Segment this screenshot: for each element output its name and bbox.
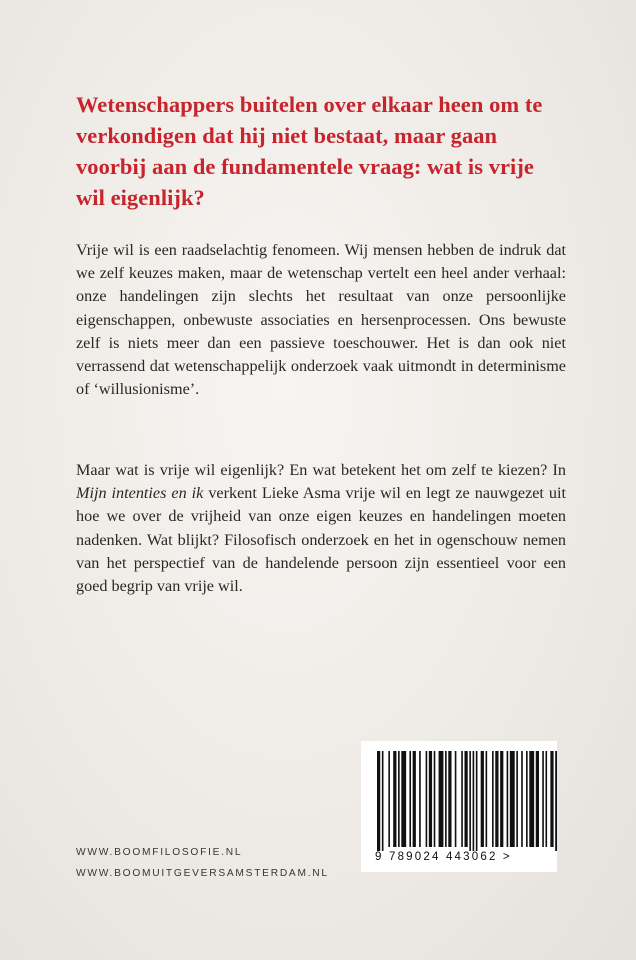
barcode-bar bbox=[545, 751, 547, 847]
barcode bbox=[361, 741, 557, 872]
barcode-bar bbox=[401, 751, 406, 847]
barcode-bar bbox=[464, 751, 467, 847]
barcode-bar bbox=[476, 751, 478, 851]
barcode-bar bbox=[536, 751, 539, 847]
barcode-bar bbox=[550, 751, 553, 847]
paragraph-2-part-1: Maar wat is vrije wil eigenlijk? En wat betekent het om zelf te kiezen? In bbox=[76, 461, 566, 479]
barcode-bar bbox=[473, 751, 475, 851]
barcode-bar bbox=[388, 751, 390, 847]
barcode-bar bbox=[382, 751, 384, 851]
barcode-bar bbox=[469, 751, 471, 851]
barcode-bar bbox=[445, 751, 447, 847]
body-paragraph-2 bbox=[76, 459, 566, 598]
barcode-bar bbox=[481, 751, 484, 847]
isbn-number: 9 789024 443062 > bbox=[375, 851, 512, 863]
barcode-bar bbox=[439, 751, 444, 847]
barcode-bar bbox=[419, 751, 421, 847]
barcode-bar bbox=[413, 751, 416, 847]
barcode-bar bbox=[486, 751, 488, 847]
barcode-bar bbox=[492, 751, 494, 847]
barcode-bar bbox=[526, 751, 528, 847]
paragraph-2-part-2: verkent Lieke Asma vrije wil en legt ze nauwgezet uit hoe we over de vrijheid van onze eigen keuzes en handelingen moeten nadenken. Wat blijkt? Filosofisch onderzoek en het in ogenschouw nemen van het perspectief van de handelende persoon zijn essentieel voor een goed begrip van vrije wil. bbox=[76, 484, 567, 596]
barcode-bar bbox=[521, 751, 523, 847]
barcode-bar bbox=[529, 751, 534, 847]
barcode-bar bbox=[542, 751, 544, 847]
barcode-bar bbox=[398, 751, 400, 847]
barcode-bar bbox=[495, 751, 498, 847]
barcode-bar bbox=[507, 751, 509, 847]
body-paragraph-1: Vrije wil is een raadselachtig fenomeen. Wij mensen hebben de indruk dat we zelf keuzes maken, maar de wetenschap vertelt een heel ander verhaal: onze handelingen zijn slechts het resultaat van onze persoonlijke eigenschappen, onbewuste associaties en hersenprocessen. Ons bewuste zelf is niets meer dan een passieve toeschouwer. Het is dan ook niet verrassend dat wetenschappelijk onderzoek vaak uitmondt in determinisme of ‘willusionisme’. bbox=[76, 241, 566, 399]
barcode-bar bbox=[555, 751, 557, 851]
barcode-bar bbox=[455, 751, 457, 847]
barcode-bar bbox=[434, 751, 436, 847]
headline: Wetenschappers buitelen over elkaar heen om te verkondigen dat hij niet bestaat, maar gaan voorbij aan de fundamentele vraag: wat is vrije wil eigenlijk? bbox=[76, 92, 543, 210]
barcode-bar bbox=[510, 751, 515, 847]
barcode-bar bbox=[429, 751, 432, 847]
barcode-bar bbox=[409, 751, 411, 847]
url-boomfilosofie[interactable]: WWW.BOOMFILOSOFIE.NL bbox=[76, 847, 243, 858]
barcode-bar bbox=[500, 751, 503, 847]
barcode-bar bbox=[461, 751, 463, 847]
barcode-bar bbox=[377, 751, 380, 851]
barcode-bar bbox=[516, 751, 518, 847]
barcode-bar bbox=[393, 751, 396, 847]
barcode-bar bbox=[426, 751, 428, 847]
barcode-bar bbox=[448, 751, 451, 847]
publisher-urls bbox=[76, 842, 329, 884]
url-boomuitgevers[interactable]: WWW.BOOMUITGEVERSAMSTERDAM.NL bbox=[76, 868, 329, 879]
book-title: Mijn intenties en ik bbox=[76, 484, 204, 503]
